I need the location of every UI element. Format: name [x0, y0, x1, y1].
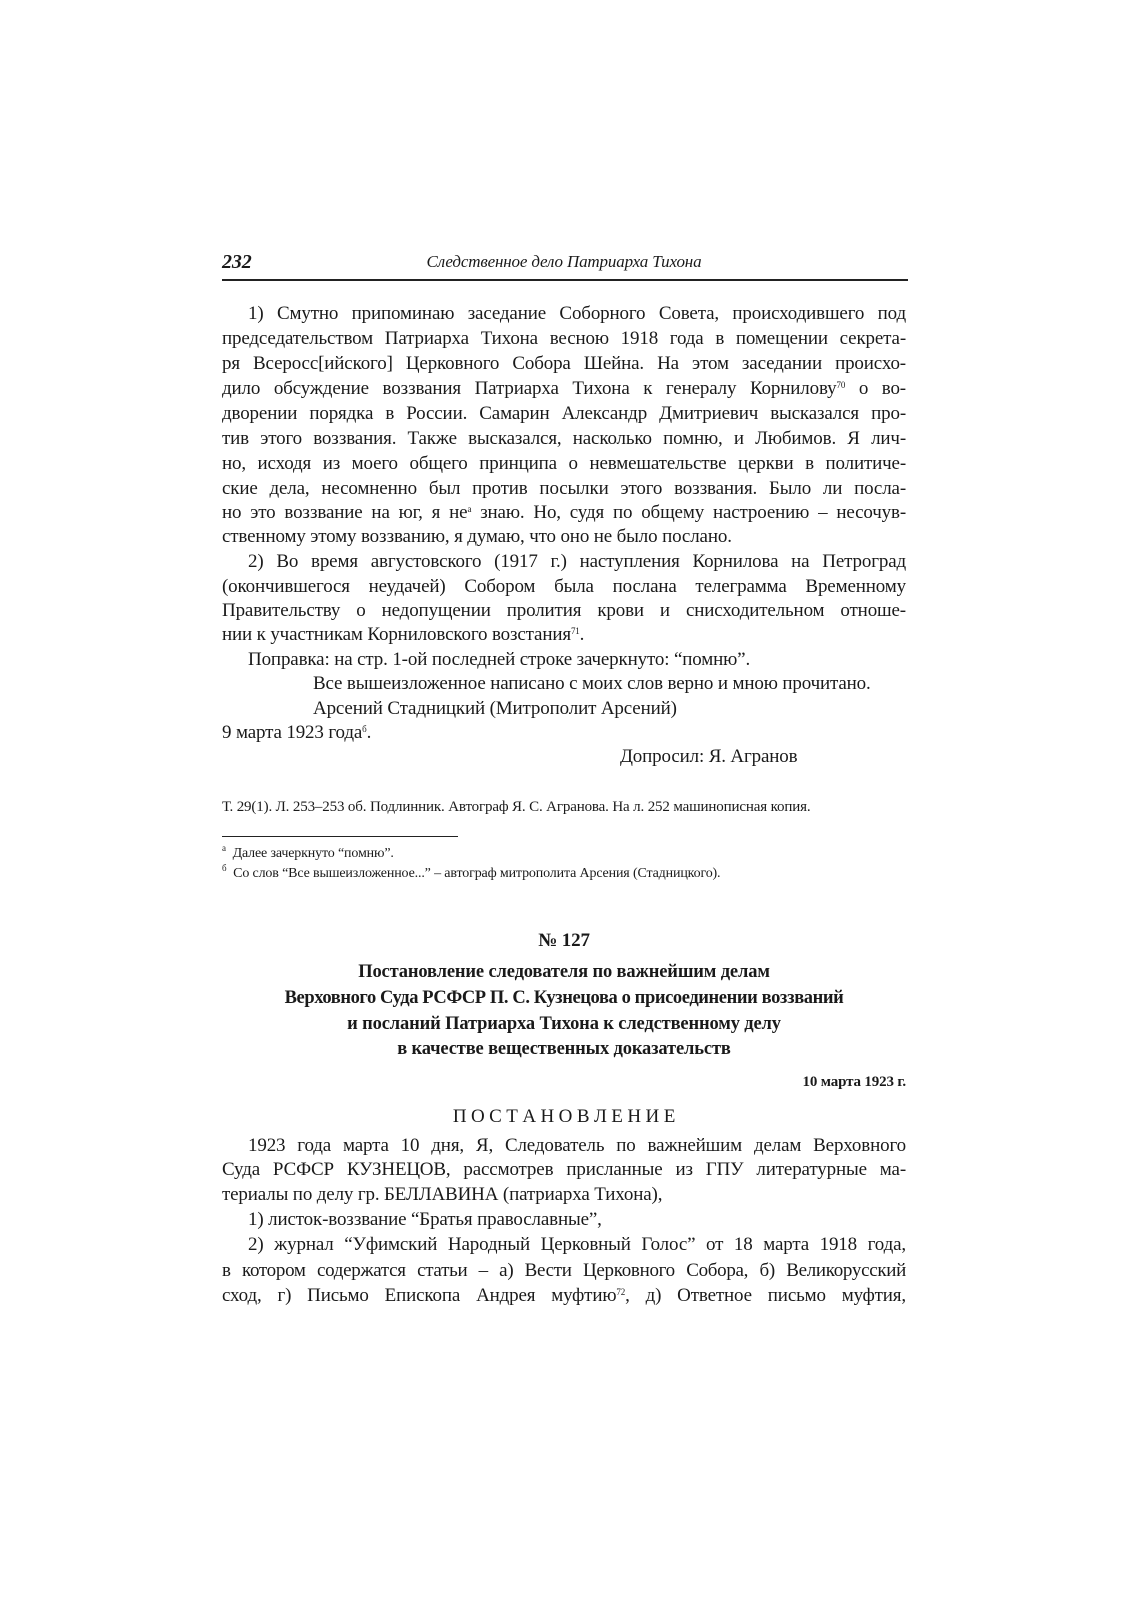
attestation: Все вышеизложенное написано с моих слов верно и мною прочитано. — [313, 673, 871, 694]
text-line: (окончившегося неудачей) Собором была послана телеграмма Временному — [222, 576, 906, 597]
text-line: Правительству о недопущении пролития крови и снисходительном отноше- — [222, 600, 906, 621]
text-line: 2) журнал “Уфимский Народный Церковный Голос” от 18 марта 1918 года, — [248, 1234, 906, 1255]
text-line: Суда РСФСР КУЗНЕЦОВ, рассмотрев присланные из ГПУ литературные ма- — [222, 1159, 906, 1180]
text-line: дворении порядка в России. Самарин Александр Дмитриевич высказался про- — [222, 403, 906, 424]
footnote-ref: б — [362, 724, 367, 734]
text: нии к участникам Корниловского возстания — [222, 624, 571, 645]
text-line: ские дела, несомненно был против посылки этого воззвания. Было ли посла- — [222, 478, 906, 499]
footnote-ref: 70 — [836, 380, 846, 390]
text: знаю. Но, судя по общему настроению – несочув- — [480, 502, 907, 523]
text-line: 1) листок-воззвание “Братья православные”, — [248, 1209, 602, 1230]
document-title-line: Постановление следователя по важнейшим делам — [358, 962, 770, 982]
document-heading: П О С Т А Н О В Л Е Н И Е — [452, 1106, 676, 1127]
signature: Арсений Стадницкий (Митрополит Арсений) — [313, 698, 677, 719]
footnote — [222, 862, 906, 886]
text-line: ственному этому воззванию, я думаю, что оно не было послано. — [222, 526, 732, 547]
page-number: 232 — [222, 251, 252, 273]
text-line — [222, 377, 906, 401]
date: 9 марта 1923 года$^б$. — [222, 722, 372, 743]
text-line: тив этого воззвания. Также высказался, насколько помню, и Любимов. Я лич- — [222, 428, 906, 449]
text-line — [222, 623, 906, 647]
text: о во- — [858, 378, 906, 399]
footnote-mark: а — [222, 843, 226, 853]
interrogator: Допросил: Я. Агранов — [620, 746, 798, 767]
document-title-line: Верховного Суда РСФСР П. С. Кузнецова о присоединении воззваний — [284, 988, 844, 1008]
text: Далее зачеркнуто “помню”. — [232, 846, 394, 861]
text-line: ря Всеросс[ийского] Церковного Собора Шейна. На этом заседании происхо- — [222, 353, 906, 374]
running-title: Следственное дело Патриарха Тихона — [426, 252, 702, 271]
header-rule — [222, 279, 908, 281]
correction-note: Поправка: на стр. 1-ой последней строке зачеркнуто: “помню”. — [248, 649, 751, 670]
text: , д) Ответное письмо муфтия, — [625, 1285, 906, 1306]
text: Со слов “Все вышеизложенное...” – автограф митрополита Арсения (Стадницкого). — [233, 866, 721, 881]
footnote-ref: а — [467, 504, 472, 514]
text: сход, г) Письмо Епископа Андрея муфтию — [222, 1285, 617, 1306]
text-line: председательством Патриарха Тихона весною 1918 года в помещении секрета- — [222, 328, 906, 349]
text: . — [579, 624, 585, 645]
footnote-ref: 72 — [616, 1287, 626, 1297]
document-date: 10 марта 1923 г. — [802, 1074, 906, 1090]
document-title-line: в качестве вещественных доказательств — [397, 1039, 731, 1059]
text-line — [222, 1284, 906, 1308]
text-line: но, исходя из моего общего принципа о невмешательстве церкви в политиче- — [222, 453, 906, 474]
text-line: 1923 года марта 10 дня, Я, Следователь по важнейшим делам Верховного — [248, 1135, 906, 1156]
archival-source: Т. 29(1). Л. 253–253 об. Подлинник. Автограф Я. С. Агранова. На л. 252 машинописная копия. — [222, 799, 811, 815]
footnote-rule — [222, 836, 458, 837]
document-number: № 127 — [538, 930, 590, 951]
footnote-mark: б — [222, 863, 227, 873]
text-line: 2) Во время августовского (1917 г.) наступления Корнилова на Петроград — [248, 551, 906, 572]
text: но это воззвание на юг, я не — [222, 502, 468, 523]
text-line: териалы по делу гр. БЕЛЛАВИНА (патриарха Тихона), — [222, 1184, 663, 1205]
text-line: 1) Смутно припоминаю заседание Соборного Совета, происходившего под — [248, 303, 906, 324]
text: дило обсуждение воззвания Патриарха Тихона к генералу Корнилову — [222, 378, 837, 399]
document-title-line: и посланий Патриарха Тихона к следственному делу — [347, 1014, 781, 1034]
text: 9 марта 1923 года — [222, 722, 363, 743]
text-line — [222, 501, 906, 525]
text-line: в котором содержатся статьи – а) Вести Церковного Собора, б) Великорусский — [222, 1260, 906, 1281]
footnote-ref: 71 — [570, 626, 580, 636]
